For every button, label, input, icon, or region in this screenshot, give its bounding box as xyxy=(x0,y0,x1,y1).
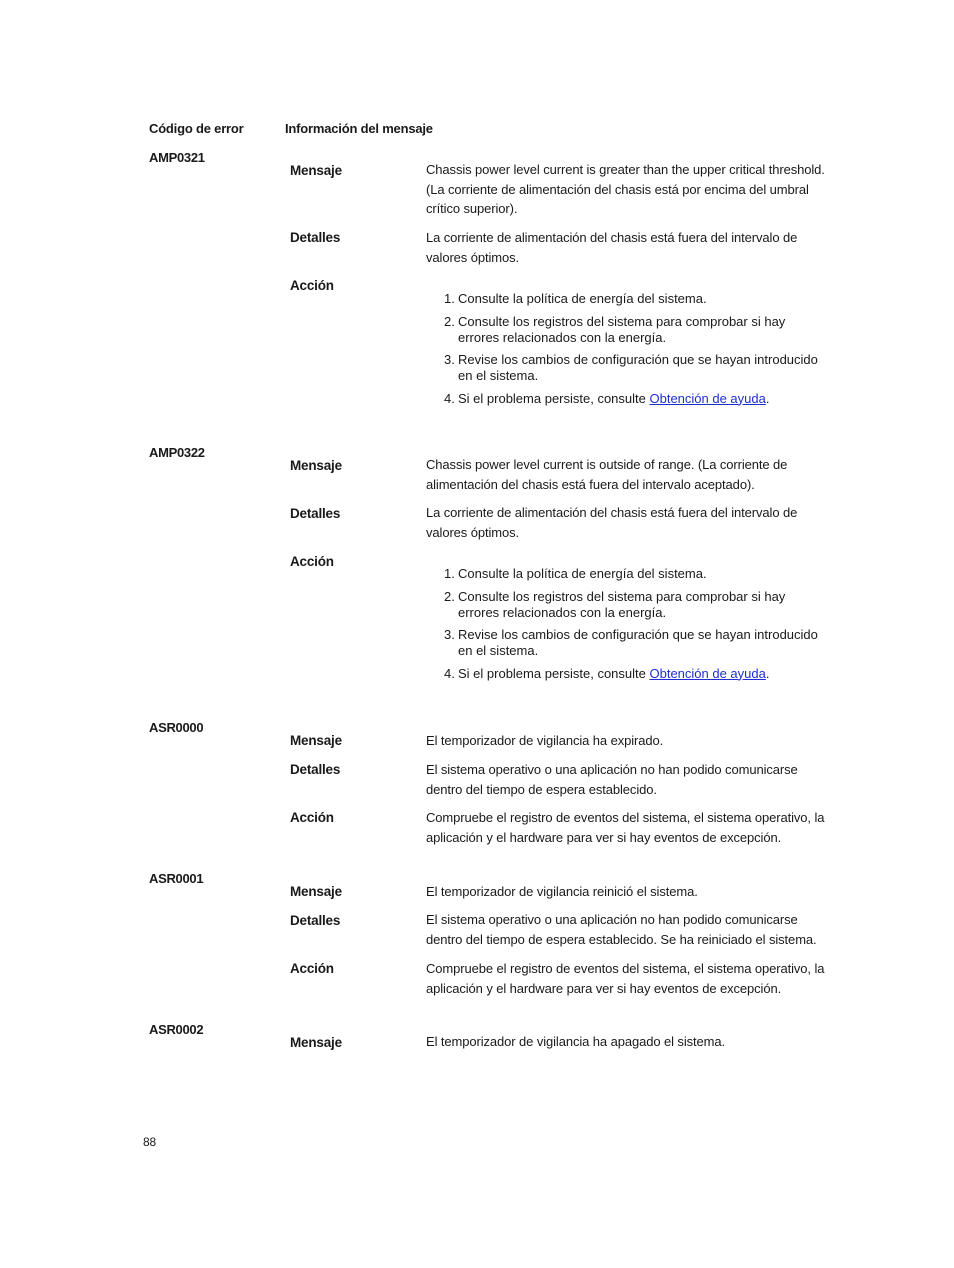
mensaje-label: Mensaje xyxy=(290,1035,342,1050)
help-link[interactable]: Obtención de ayuda xyxy=(649,665,766,681)
help-link[interactable]: Obtención de ayuda xyxy=(649,390,766,406)
mensaje-label: Mensaje xyxy=(290,163,342,178)
list-item: 2. Consulte los registros del sistema para comprobar si hay errores relacionados con la energía. xyxy=(444,588,786,620)
mensaje-text: Chassis power level current is greater than the upper critical threshold. (La corriente de alimentación del chasis está por encima del umbral crítico superior). xyxy=(426,162,825,216)
detalles-label: Detalles xyxy=(290,230,341,245)
list-item: 3. Revise los cambios de configuración que se hayan introducido en el sistema. xyxy=(444,352,818,383)
mensaje-text: Chassis power level current is outside of range. (La corriente de alimentación del chasis está fuera del intervalo aceptado). xyxy=(426,457,788,492)
accion-steps-list xyxy=(444,291,824,407)
list-item: 4. Si el problema persiste, consulte Obtención de ayuda. xyxy=(444,390,770,406)
detalles-text: El sistema operativo o una aplicación no han podido comunicarse dentro del tiempo de espera establecido. Se ha reiniciado el sistema. xyxy=(426,912,817,947)
detalles-label: Detalles xyxy=(290,913,341,928)
detalles-label: Detalles xyxy=(290,506,341,521)
page-number: 88 xyxy=(143,1135,156,1149)
mensaje-label: Mensaje xyxy=(290,733,342,748)
error-code-asr0001: ASR0001 xyxy=(149,871,204,886)
list-item: 1. Consulte la política de energía del sistema. xyxy=(444,291,707,306)
column-header-message-info: Información del mensaje xyxy=(285,121,433,136)
mensaje-text: El temporizador de vigilancia ha expirado. xyxy=(426,733,664,748)
detalles-label: Detalles xyxy=(290,762,341,777)
mensaje-text: El temporizador de vigilancia ha apagado el sistema. xyxy=(426,1034,726,1049)
error-code-amp0321: AMP0321 xyxy=(149,150,205,165)
mensaje-label: Mensaje xyxy=(290,884,342,899)
accion-label: Acción xyxy=(290,278,334,293)
error-code-asr0002: ASR0002 xyxy=(149,1022,204,1037)
list-item: 3. Revise los cambios de configuración que se hayan introducido en el sistema. xyxy=(444,627,818,658)
accion-label: Acción xyxy=(290,554,334,569)
accion-text: Compruebe el registro de eventos del sistema, el sistema operativo, la aplicación y el hardware para ver si hay eventos de excepción. xyxy=(426,810,825,845)
accion-text: Compruebe el registro de eventos del sistema, el sistema operativo, la aplicación y el hardware para ver si hay eventos de excepción. xyxy=(426,961,825,996)
detalles-text: El sistema operativo o una aplicación no han podido comunicarse dentro del tiempo de espera establecido. xyxy=(426,762,798,797)
accion-label: Acción xyxy=(290,961,334,976)
mensaje-label: Mensaje xyxy=(290,458,342,473)
list-item: 2. Consulte los registros del sistema para comprobar si hay errores relacionados con la energía. xyxy=(444,313,786,345)
column-header-error-code: Código de error xyxy=(149,121,244,136)
detalles-text: La corriente de alimentación del chasis está fuera del intervalo de valores óptimos. xyxy=(426,505,798,540)
accion-steps-list xyxy=(444,566,824,682)
list-item: 1. Consulte la política de energía del sistema. xyxy=(444,566,707,581)
mensaje-text: El temporizador de vigilancia reinició el sistema. xyxy=(426,884,698,899)
accion-label: Acción xyxy=(290,810,334,825)
error-code-amp0322: AMP0322 xyxy=(149,445,205,460)
detalles-text: La corriente de alimentación del chasis está fuera del intervalo de valores óptimos. xyxy=(426,230,798,265)
error-code-asr0000: ASR0000 xyxy=(149,720,204,735)
list-item: 4. Si el problema persiste, consulte Obtención de ayuda. xyxy=(444,665,770,681)
